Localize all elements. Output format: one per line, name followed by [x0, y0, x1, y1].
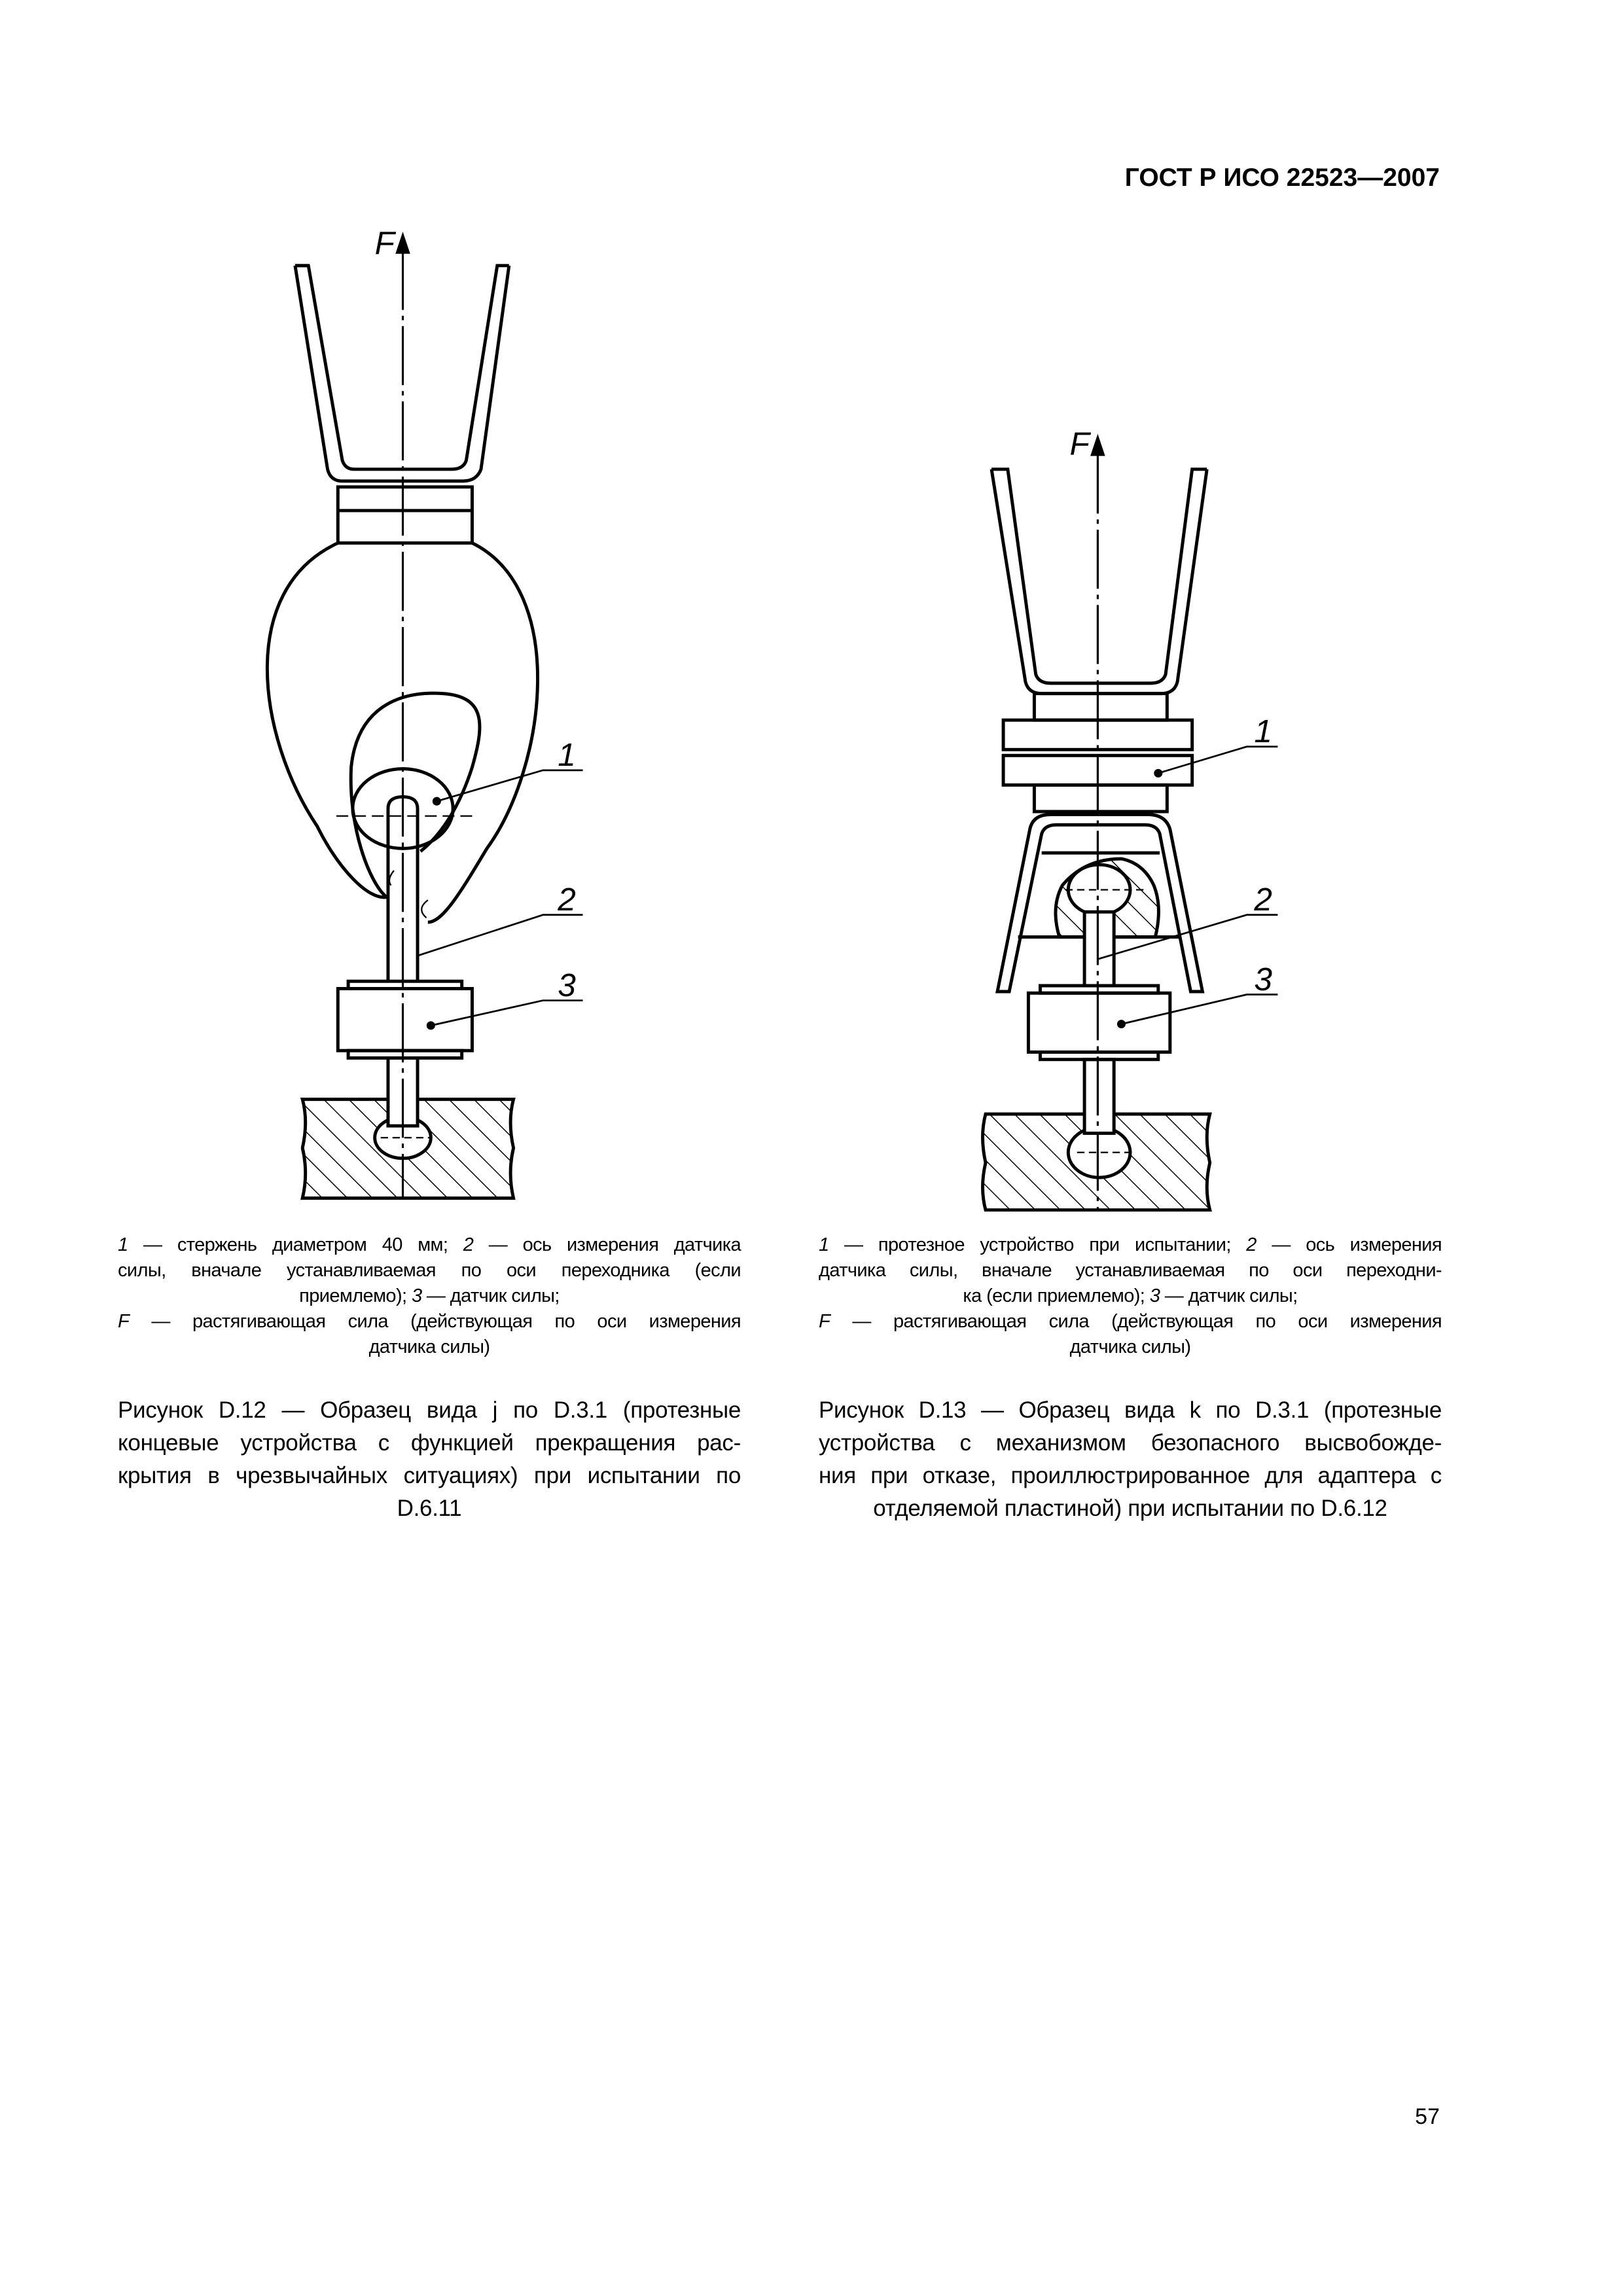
legend-key: F [118, 1311, 130, 1332]
text-line [819, 1309, 1442, 1335]
text-segment: — растягивающая сила (действующая по оси измерения [830, 1311, 1442, 1332]
force-arrow-icon [395, 232, 410, 254]
text-line [118, 1309, 741, 1335]
text-segment: Рисунок D.12 — Образец вида j по D.3.1 (протезные [118, 1397, 741, 1423]
legend-key: 1 [819, 1234, 829, 1255]
text-segment: датчика силы) [368, 1336, 490, 1357]
text-line [819, 1427, 1442, 1460]
text-line [118, 1335, 741, 1360]
text-segment: датчика силы) [1069, 1336, 1191, 1357]
text-segment: — ось измерения [1256, 1234, 1442, 1255]
legend-key: 2 [1246, 1234, 1257, 1255]
text-segment: приемлемо); [299, 1285, 412, 1306]
text-segment: датчика силы, вначале устанавливаемая по оси переходни- [819, 1260, 1442, 1281]
text-segment: силы, вначале устанавливаемая по оси переходника (если [118, 1260, 741, 1281]
text-line [118, 1232, 741, 1258]
force-label: F [374, 224, 395, 261]
text-line [819, 1460, 1442, 1492]
text-segment: — ось измерения датчика [473, 1234, 741, 1255]
callout-1: 1 [558, 736, 576, 774]
text-line [118, 1283, 741, 1309]
document-header: ГОСТ Р ИСО 22523—2007 [1124, 164, 1440, 192]
text-segment: Рисунок D.13 — Образец вида k по D.3.1 (протезные [819, 1397, 1442, 1423]
callout-2: 2 [558, 881, 576, 918]
text-segment: отделяемой пластиной) при испытании по D.6.12 [873, 1496, 1387, 1521]
text-segment: D.6.11 [397, 1496, 462, 1521]
force-label: F [1069, 425, 1090, 462]
figure-d13-caption [819, 1394, 1442, 1525]
force-sensor [338, 989, 472, 1051]
rod [1084, 912, 1114, 986]
text-segment: — растягивающая сила (действующая по оси измерения [129, 1311, 741, 1332]
figure-d13-drawing [983, 434, 1278, 1210]
text-line [819, 1335, 1442, 1360]
text-segment: — датчик силы; [1160, 1285, 1298, 1306]
text-segment: ка (если приемлемо); [963, 1285, 1150, 1306]
figure-d13-legend [819, 1232, 1442, 1360]
legend-key: 2 [463, 1234, 474, 1255]
page-number: 57 [1415, 2104, 1440, 2129]
text-line [819, 1258, 1442, 1283]
force-arrow-icon [1090, 434, 1105, 456]
text-segment: — стержень диаметром 40 мм; [128, 1234, 463, 1255]
text-segment: устройства с механизмом безопасного высвобожде- [819, 1430, 1442, 1456]
figure-d12-drawing [267, 232, 582, 1198]
text-segment: крытия в чрезвычайных ситуациях) при испытании по [118, 1463, 741, 1488]
legend-key: 3 [411, 1285, 422, 1306]
clamp-band [338, 487, 472, 543]
text-segment: ния при отказе, проиллюстрированное для адаптера с [819, 1463, 1442, 1488]
figure-d12-caption [118, 1394, 741, 1525]
text-line [819, 1394, 1442, 1427]
callout-2: 2 [1254, 881, 1272, 918]
legend-key: 1 [118, 1234, 128, 1255]
fork-right-arm [403, 266, 509, 469]
text-line [819, 1232, 1442, 1258]
text-line [118, 1258, 741, 1283]
text-segment: — протезное устройство при испытании; [829, 1234, 1247, 1255]
force-sensor [1028, 993, 1169, 1052]
callout-3: 3 [1254, 960, 1272, 997]
callout-1: 1 [1254, 713, 1272, 750]
legend-key: F [819, 1311, 830, 1332]
text-line [819, 1283, 1442, 1309]
lower-rod [1084, 1060, 1114, 1134]
legend-key: 3 [1149, 1285, 1160, 1306]
callout-3: 3 [558, 966, 576, 1003]
text-segment: — датчик силы; [421, 1285, 560, 1306]
figure-d12-legend [118, 1232, 741, 1360]
text-line [118, 1427, 741, 1460]
text-line [118, 1492, 741, 1525]
text-line [819, 1492, 1442, 1525]
text-segment: концевые устройства с функцией прекращения рас- [118, 1430, 741, 1456]
text-line [118, 1460, 741, 1492]
text-line [118, 1394, 741, 1427]
